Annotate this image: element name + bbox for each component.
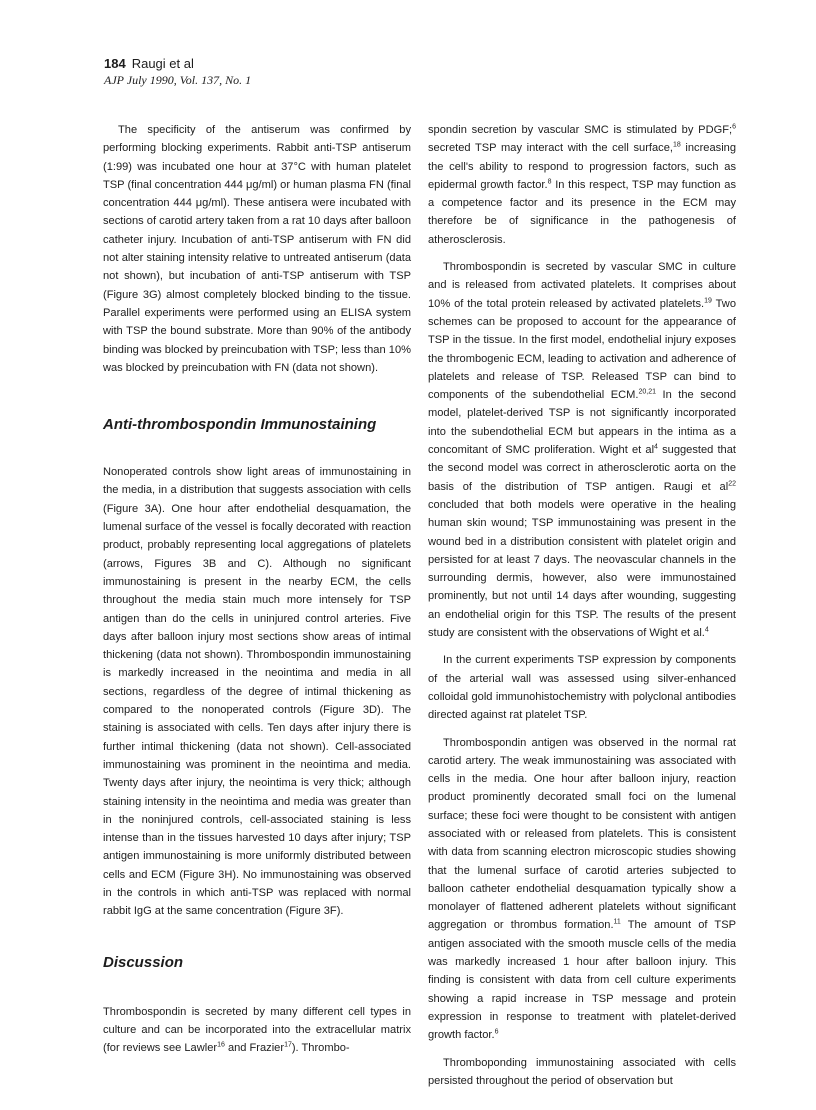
- reference-marker: 17: [284, 1041, 292, 1049]
- text-run: secreted TSP may interact with the cell surface,: [428, 142, 673, 155]
- section-heading-discussion: Discussion: [103, 953, 184, 971]
- section-heading-immunostaining: Anti-thrombospondin Immunostaining: [103, 416, 377, 434]
- text-run: suggested that the second model was correct in atherosclerotic aorta on the basis of the distribution of TSP antigen. Raugi et al: [428, 444, 736, 493]
- reference-marker: 6: [732, 123, 736, 131]
- text-run: ). Thrombo-: [291, 1042, 350, 1055]
- text-run: spondin secretion by vascular SMC is stimulated by PDGF;: [428, 124, 733, 136]
- right-column: [428, 121, 736, 1090]
- text-run: increasing the cell's ability to respond to progression factors, such as epidermal growth factor.: [428, 142, 736, 191]
- text-run: Thrombospondin is secreted by many different cell types in culture and can be incorporated into the extracellular matrix (for reviews see Lawler: [103, 1005, 411, 1055]
- text-run: Thrombospondin is secreted by vascular SMC in culture and is released from activated platelets. It comprises about 10% of the total protein released by activated platelets.: [428, 261, 736, 310]
- text-run: and Frazier: [224, 1042, 285, 1055]
- text-run: In the second model, platelet-derived TSP is not significantly incorporated into the subendothelial ECM but appears in the intima as a concomitant of SMC proliferation. Wight et al: [428, 389, 736, 457]
- paragraph-persisted: Thromboponding immunostaining associated with cells persisted throughout the period of observation but: [428, 1056, 736, 1087]
- paragraph-two-models: [428, 258, 736, 642]
- reference-marker: 18: [672, 141, 681, 149]
- reference-marker: 20,21: [638, 388, 656, 396]
- reference-marker: 4: [654, 443, 658, 451]
- reference-marker: 8: [547, 178, 552, 186]
- header-line: [104, 56, 251, 72]
- reference-marker: 16: [217, 1041, 225, 1049]
- reference-marker: 22: [728, 479, 736, 487]
- paragraph-antigen-observed: [428, 734, 736, 1045]
- running-header: [104, 56, 251, 88]
- text-run: In this respect, TSP may function as a competence factor and its presence in the ECM may therefore be of significance in the pathogenesis of atherosclerosis.: [428, 178, 736, 246]
- reference-marker: 6: [494, 1028, 499, 1036]
- left-column: [103, 121, 411, 1057]
- text-run: concluded that both models were operative in the healing human skin wound; TSP immunostaining was present in the wound bed in a distribution consistent with platelet origin and persisted for at least 7 days. The neovascular channels in the surrounding dermis, however, also were immunostained prominently, but not until 14 days after wounding, suggesting an endothelial origin for this TSP. The results of the present study are consistent with the observations of Wight et al.: [428, 498, 736, 640]
- reference-marker: 11: [613, 918, 621, 926]
- header-authors: Raugi et al: [131, 56, 194, 71]
- text-run: The amount of TSP antigen associated with the smooth muscle cells of the media was markedly increased 1 hour after balloon injury. This finding is consistent with data from cell culture experiments showing a rapid increase in TSP message and protein expression in response to treatment with platelet-derived growth factor.: [428, 919, 737, 1042]
- paragraph-tsp-secretion: [428, 121, 736, 249]
- page-number: 184: [104, 56, 126, 71]
- paragraph-immunostaining-results: Nonoperated controls show light areas of immunostaining in the media, in a distribution that suggests association with cells (Figure 3A). One hour after endothelial desquamation, the lumenal surface of the vessel is focally decorated with reaction product, probably representing local aggregations of platelets (arrows, Figures 3B and C). Although no significant immunostaining is present in the nearby ECM, the cells throughout the media stain much more intensely for TSP antigen than do the cells in uninjured control arteries. Five days after balloon injury most sections show areas of intimal thickening (data not shown). Thrombospondin immunostaining is markedly increased in the neointima and media in all sections, regardless of the degree of intimal thickening as compared to the nonoperated controls (Figure 3D). The staining is associated with cells. Ten days after injury there is further intimal thickening (data not shown). Cell-associated immunostaining was prominent in the neointima and media. Twenty days after injury, the neointima is very thick; although staining intensity in the neointima and media was greater than in the noninjured controls, cell-associated staining is less intense than in the tissues harvested 10 days after injury; TSP antigen immunostaining is more uniformly distributed between cells and ECM (Figure 3H). No immunostaining was observed in the controls in which anti-TSP was replaced with normal rabbit IgG at the same concentration (Figure 3F).: [103, 466, 411, 918]
- reference-marker: 19: [704, 296, 712, 304]
- text-run: Two schemes can be proposed to account for the appearance of TSP in the tissue. In the first model, endothelial injury exposes the thrombogenic ECM, leading to activation and adherence of platelets and release of TSP. Released TSP can bind to components of the subendothelial ECM.: [428, 297, 736, 402]
- paragraph-discussion-intro: [103, 1003, 411, 1058]
- journal-citation: AJP July 1990, Vol. 137, No. 1: [104, 73, 252, 87]
- reference-marker: 4: [704, 626, 709, 634]
- paragraph-current-experiments: In the current experiments TSP expression by components of the arterial wall was assessed using silver-enhanced colloidal gold immunohistochemistry with polyclonal antibodies directed against rat platelet TSP.: [428, 654, 736, 722]
- paragraph-blocking-experiments: The specificity of the antiserum was confirmed by performing blocking experiments. Rabbit anti-TSP antiserum (1:99) was incubated one hour at 37°C with human platelet TSP (final concentration 444 μg/ml) or human plasma FN (final concentration 444 μg/ml). These antisera were incubated with sections of carotid artery taken from a rat 10 days after balloon catheter injury. Incubation of anti-TSP antiserum with FN did not alter staining intensity relative to untreated antiserum (data not shown), but incubation of anti-TSP antiserum with TSP (Figure 3G) almost completely blocked binding to the tissue. Parallel experiments were performed using an ELISA system with TSP the bound substrate. More than 90% of the antibody binding was blocked by preincubation with TSP; less than 10% was blocked by preincubation with FN (data not shown).: [103, 124, 411, 374]
- text-run: Thrombospondin antigen was observed in the normal rat carotid artery. The weak immunostaining was associated with cells in the media. One hour after balloon injury, reaction product prominently decorated small foci on the lumenal surface; these foci were thought to be consistent with antigen associated with or released from platelets. This is consistent with data from scanning electron microscopic studies showing that the lumenal surface of carotid arteries subjected to balloon catheter endothelial desquamation typically show a monolayer of flattened adherent platelets without significant aggregation or thrombus formation.: [428, 736, 736, 932]
